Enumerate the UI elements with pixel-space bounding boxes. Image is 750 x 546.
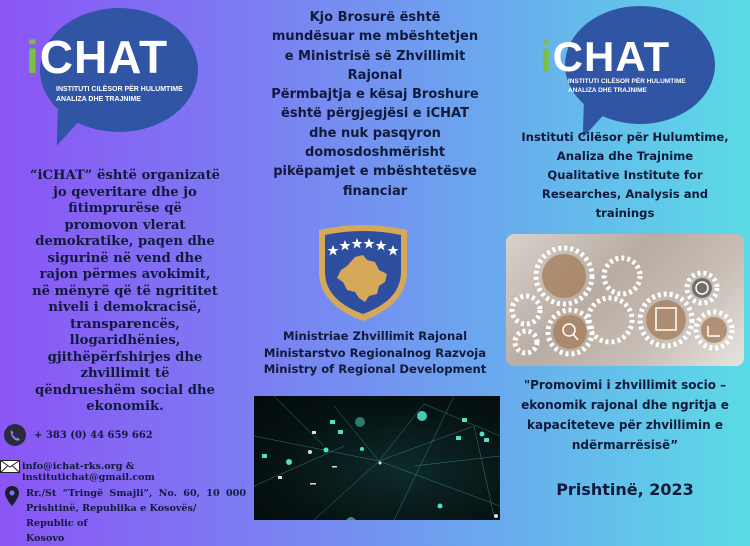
contact-address: Rr./St “Tringë Smajli”, No. 60, 10 000 Prishtinë, Republika e Kosovës/ Republic of Kosovo — [0, 486, 250, 530]
project-title: "Promovimi i zhvillimit socio – ekonomik rajonal dhe ngritja e kapaciteteve për zhvillimin e ndërmarrësisë” — [521, 378, 729, 452]
location-pin-icon — [5, 486, 19, 506]
kosovo-emblem-icon — [315, 224, 411, 322]
logo-subtitle: INSTITUTI CILËSOR PËR HULUMTIME ANALIZA DHE TRAJNIME — [56, 86, 183, 103]
envelope-icon — [0, 460, 20, 473]
ichat-logo-left — [0, 0, 200, 150]
gears-graphic — [506, 234, 744, 366]
ministry-name: Ministriae Zhvillimit Rajonal Ministarstvo Regionalnog Razvoja Ministry of Regional Development — [263, 329, 487, 376]
logo-wordmark: iCHAT — [26, 31, 169, 83]
network-lines — [254, 396, 500, 520]
phone-icon — [4, 424, 26, 446]
institute-name: Instituti Cilësor për Hulumtime, Analiza dhe Trajnime Qualitative Institute for Researches, Analysis and trainings — [521, 130, 729, 220]
gears-illustration — [506, 234, 744, 366]
place-and-year: Prishtinë, 2023 — [556, 480, 694, 499]
network-illustration — [254, 396, 500, 520]
logo-wordmark: iCHAT — [540, 33, 671, 80]
contact-phone: + 383 (0) 44 659 662 — [0, 424, 250, 450]
contact-email: info@ichat-rks.org & institutichat@gmail.com — [0, 460, 250, 476]
logo-subtitle: INSTITUTI CILËSOR PËR HULUMTIME ANALIZA DHE TRAJNIME — [568, 78, 686, 94]
organization-description: “iCHAT” është organizatë jo qeveritare dhe jo fitimprurëse që promovon vlerat demokratike, paqen dhe sigurinë në vend dhe rajon përmes avokimit, në mënyrë që të ngrititet niveli i demokracisë, transparencës, llogaridhënies, gjithëpërfshirjes dhe zhvillimit të qëndrueshëm social dhe ekonomik. — [29, 168, 221, 414]
brochure-disclaimer: Kjo Brosurë është mundësuar me mbështetjen e Ministrisë së Zhvillimit Rajonal Përmbajtja e kësaj Broshure është përgjegjësi e iCHAT dhe nuk pasqyron domosdoshmërisht pikëpamjet e mbështetësve financiar — [271, 10, 479, 199]
